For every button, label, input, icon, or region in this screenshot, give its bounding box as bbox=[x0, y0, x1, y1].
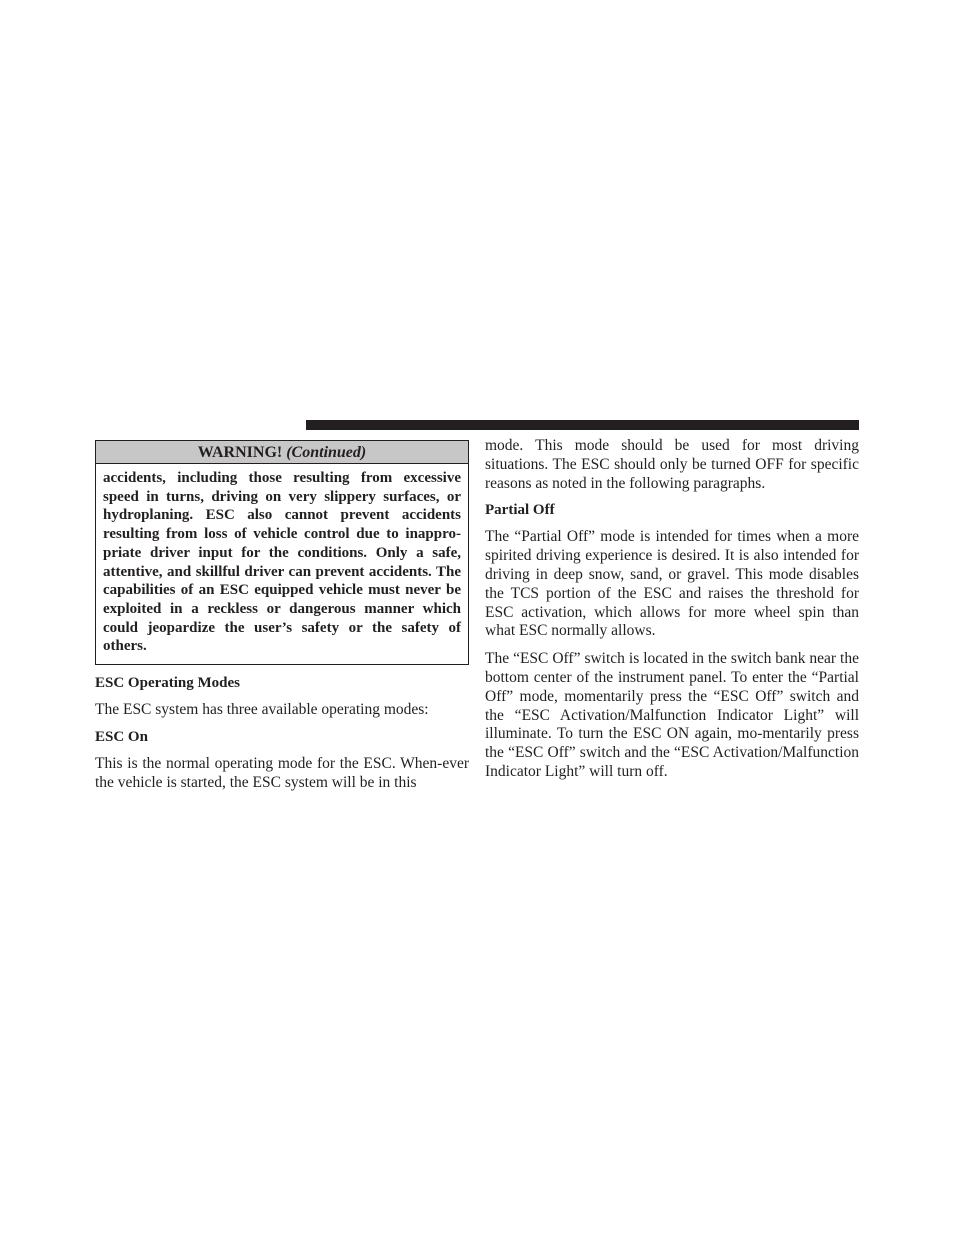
partial-off-text: The “Partial Off” mode is intended for times when a more spirited driving experience is desired. It is also intended for driving in deep snow, sand, or gravel. This mode disables the TCS portion of the ESC and raises the threshold for ESC activation, which allows for more wheel spin than what ESC normally allows. bbox=[485, 528, 859, 640]
warning-header bbox=[96, 441, 468, 464]
warning-title: WARNING! bbox=[197, 444, 283, 461]
esc-on-text: This is the normal operating mode for the ESC. When-ever the vehicle is started, the ESC system will be in this bbox=[95, 754, 469, 791]
esc-off-switch-text: The “ESC Off” switch is located in the switch bank near the bottom center of the instrument panel. To enter the “Partial Off” mode, momentarily press the “ESC Off” switch and the “ESC Activation/Malfunction Indicator Light” will illuminate. To turn the ESC ON again, mo-mentarily press the “ESC Off” switch and the “ESC Activation/Malfunction Indicator Light” will turn off. bbox=[485, 650, 859, 780]
heading-esc-operating-modes: ESC Operating Modes bbox=[95, 675, 241, 692]
right-column bbox=[485, 437, 859, 782]
header-rule bbox=[306, 420, 859, 430]
continuation-text: mode. This mode should be used for most driving situations. The ESC should only be turned OFF for specific reasons as noted in the following paragraphs. bbox=[485, 437, 859, 492]
heading-partial-off: Partial Off bbox=[485, 502, 555, 519]
warning-continued: (Continued) bbox=[286, 444, 367, 461]
warning-box bbox=[95, 440, 469, 665]
left-column bbox=[95, 440, 469, 792]
modes-intro-text: The ESC system has three available operating modes: bbox=[95, 701, 429, 719]
warning-body-text: accidents, including those resulting from excessive speed in turns, driving on very slippery surfaces, or hydroplaning. ESC also cannot prevent accidents resulting from loss of vehicle control due to inappro-priate driver input for the conditions. Only a safe, attentive, and skillful driver can prevent accidents. The capabilities of an ESC equipped vehicle must never be exploited in a reckless or dangerous manner which could jeopardize the user’s safety or the safety of others. bbox=[103, 470, 461, 655]
heading-esc-on: ESC On bbox=[95, 728, 148, 745]
